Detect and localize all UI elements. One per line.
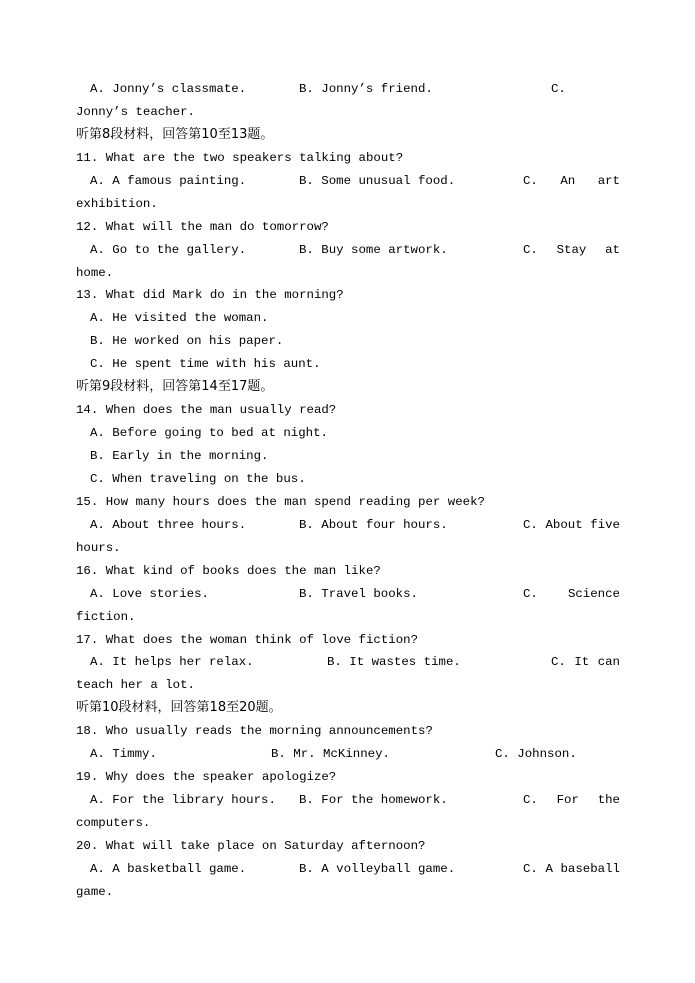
option-continuation: home. bbox=[76, 265, 114, 280]
option-row bbox=[76, 583, 620, 606]
option-a: A. He visited the woman. bbox=[90, 311, 269, 326]
option-c: C. bbox=[551, 82, 566, 96]
option-a: A. Timmy. bbox=[90, 747, 157, 762]
option-b: B. A volleyball game. bbox=[299, 861, 456, 876]
option-b: B. About four hours. bbox=[299, 517, 448, 532]
option-c: C. An art bbox=[523, 173, 620, 188]
section-heading: 听第10段材料，回答第18至20题。 bbox=[76, 700, 282, 716]
option-c: C. About five bbox=[523, 517, 620, 532]
question-text: 12. What will the man do tomorrow? bbox=[76, 219, 329, 234]
option-row bbox=[76, 239, 620, 262]
option-a: A. Go to the gallery. bbox=[90, 242, 247, 257]
option-a: A. Jonny’s classmate. bbox=[90, 82, 247, 96]
question-text: 19. Why does the speaker apologize? bbox=[76, 770, 337, 785]
option-row bbox=[76, 78, 620, 101]
option-row bbox=[76, 514, 620, 537]
option-continuation: teach her a lot. bbox=[76, 678, 195, 693]
option-b: B. Travel books. bbox=[299, 586, 418, 601]
question-text: 14. When does the man usually read? bbox=[76, 403, 337, 418]
section-heading: 听第8段材料，回答第10至13题。 bbox=[76, 126, 274, 142]
option-continuation: game. bbox=[76, 884, 114, 899]
question-text: 11. What are the two speakers talking about? bbox=[76, 150, 404, 165]
option-continuation: fiction. bbox=[76, 609, 136, 624]
option-a: A. Love stories. bbox=[90, 586, 209, 601]
section-heading: 听第9段材料，回答第14至17题。 bbox=[76, 379, 274, 395]
option-c: C. Science bbox=[523, 586, 620, 601]
option-b: B. He worked on his paper. bbox=[90, 334, 284, 349]
option-c: C. Johnson. bbox=[495, 747, 577, 762]
option-row bbox=[76, 858, 620, 881]
option-a: A. About three hours. bbox=[90, 517, 247, 532]
option-c: C. He spent time with his aunt. bbox=[90, 357, 321, 372]
option-b: B. Jonny’s friend. bbox=[299, 82, 433, 96]
option-c: C. When traveling on the bus. bbox=[90, 471, 306, 486]
option-b: B. Early in the morning. bbox=[90, 449, 269, 463]
question-text: 17. What does the woman think of love fiction? bbox=[76, 632, 419, 647]
option-b: B. Buy some artwork. bbox=[299, 242, 448, 257]
option-continuation: computers. bbox=[76, 816, 151, 830]
option-b: B. It wastes time. bbox=[327, 655, 461, 670]
option-continuation: Jonny’s teacher. bbox=[76, 104, 195, 119]
option-a: A. A basketball game. bbox=[90, 861, 247, 876]
option-b: B. For the homework. bbox=[299, 793, 448, 808]
option-c: C. For the bbox=[523, 793, 620, 808]
option-row bbox=[76, 789, 620, 812]
option-a: A. It helps her relax. bbox=[90, 655, 254, 670]
option-a: A. A famous painting. bbox=[90, 173, 247, 188]
question-text: 20. What will take place on Saturday afternoon? bbox=[76, 838, 426, 853]
option-row bbox=[76, 651, 620, 674]
option-a: A. Before going to bed at night. bbox=[90, 426, 328, 441]
option-continuation: exhibition. bbox=[76, 196, 158, 211]
question-text: 13. What did Mark do in the morning? bbox=[76, 288, 344, 303]
option-b: B. Mr. McKinney. bbox=[271, 747, 390, 762]
question-text: 16. What kind of books does the man like? bbox=[76, 563, 381, 578]
question-text: 18. Who usually reads the morning announcements? bbox=[76, 724, 433, 739]
option-row bbox=[76, 170, 620, 193]
option-row bbox=[76, 743, 620, 766]
option-c: C. It can bbox=[551, 655, 620, 670]
option-continuation: hours. bbox=[76, 540, 121, 555]
question-text: 15. How many hours does the man spend reading per week? bbox=[76, 494, 485, 509]
option-b: B. Some unusual food. bbox=[299, 173, 456, 188]
option-a: A. For the library hours. bbox=[90, 793, 276, 808]
option-c: C. Stay at bbox=[523, 242, 620, 257]
question-list bbox=[76, 78, 620, 904]
option-c: C. A baseball bbox=[523, 861, 620, 876]
